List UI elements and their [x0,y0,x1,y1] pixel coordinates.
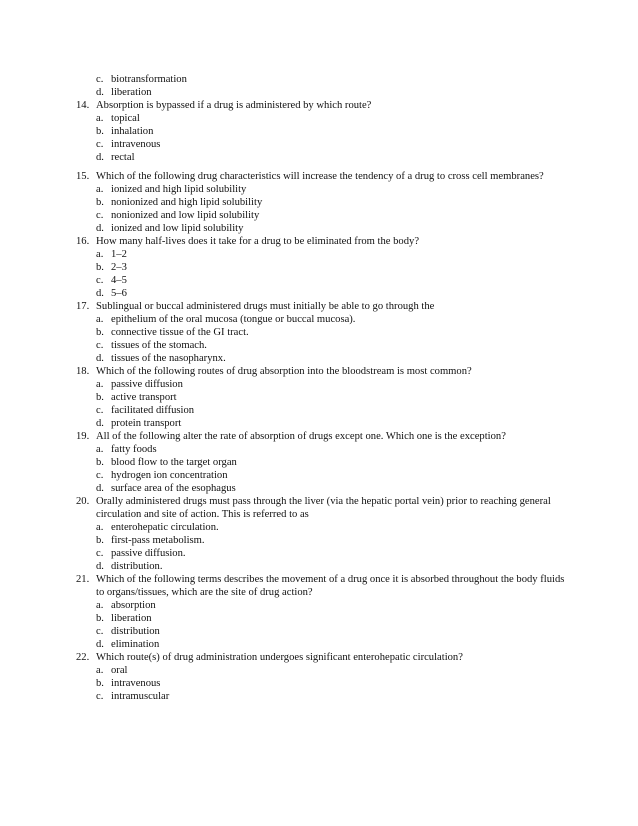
option-row [96,456,566,469]
option-row [96,73,566,86]
option-letter: b. [96,457,104,468]
option-text: inhalation [111,126,154,137]
question-stem [76,573,566,599]
option-letter: c. [96,691,104,702]
option-letter: d. [96,483,104,494]
option-letter: d. [96,152,104,163]
option-row [96,112,566,125]
question-number: 19. [76,431,90,442]
option-row [96,612,566,625]
option-row [96,183,566,196]
option-text: oral [111,665,128,676]
option-row [96,339,566,352]
option-row [96,209,566,222]
option-letter: b. [96,197,104,208]
option-row [96,261,566,274]
option-letter: a. [96,665,104,676]
option-row [96,482,566,495]
option-text: first-pass metabolism. [111,535,205,546]
question-19 [76,430,566,495]
question-number: 14. [76,100,90,111]
option-letter: c. [96,626,104,637]
option-letter: d. [96,418,104,429]
question-text: Which of the following terms describes the movement of a drug once it is absorbed throughout the body fluids to organs/tissues, which are the site of drug action? [96,574,565,598]
option-letter: d. [96,561,104,572]
option-row [96,521,566,534]
option-text: fatty foods [111,444,157,455]
option-text: enterohepatic circulation. [111,522,219,533]
question-22 [76,651,566,703]
question-list [76,73,566,703]
option-letter: b. [96,678,104,689]
option-letter: a. [96,522,104,533]
option-letter: b. [96,392,104,403]
question-text: Sublingual or buccal administered drugs must initially be able to go through the [96,301,435,312]
question-stem [76,300,566,313]
option-letter: c. [96,470,104,481]
question-number: 15. [76,171,90,182]
question-stem [76,365,566,378]
option-letter: b. [96,126,104,137]
option-text: liberation [111,87,152,98]
question-number: 21. [76,574,90,585]
option-row [96,86,566,99]
option-letter: c. [96,275,104,286]
question-stem [76,99,566,112]
question-number: 16. [76,236,90,247]
question-text: Which of the following routes of drug absorption into the bloodstream is most common? [96,366,472,377]
option-letter: c. [96,210,104,221]
option-letter: a. [96,600,104,611]
option-text: distribution. [111,561,163,572]
option-row [96,287,566,300]
option-row [96,196,566,209]
option-text: 5–6 [111,288,127,299]
option-row [96,391,566,404]
question-text: All of the following alter the rate of absorption of drugs except one. Which one is the exception? [96,431,506,442]
option-text: elimination [111,639,160,650]
option-text: passive diffusion [111,379,183,390]
option-letter: b. [96,327,104,338]
option-letter: a. [96,379,104,390]
option-letter: b. [96,262,104,273]
question-20 [76,495,566,573]
option-text: blood flow to the target organ [111,457,237,468]
option-text: facilitated diffusion [111,405,195,416]
option-text: rectal [111,152,135,163]
option-letter: a. [96,113,104,124]
question-text: How many half-lives does it take for a drug to be eliminated from the body? [96,236,420,247]
question-text: Which of the following drug characteristics will increase the tendency of a drug to cross cell membranes? [96,171,544,182]
question-17 [76,300,566,365]
option-letter: d. [96,288,104,299]
option-row [96,274,566,287]
option-letter: d. [96,87,104,98]
option-row [96,151,566,164]
question-number: 17. [76,301,90,312]
option-row [96,599,566,612]
question-text: Absorption is bypassed if a drug is administered by which route? [96,100,372,111]
option-text: 1–2 [111,249,127,260]
option-text: connective tissue of the GI tract. [111,327,249,338]
option-letter: d. [96,353,104,364]
continued-options [76,73,566,99]
option-text: active transport [111,392,177,403]
option-text: tissues of the nasopharynx. [111,353,226,364]
question-15 [76,170,566,235]
option-row [96,417,566,430]
question-stem [76,235,566,248]
option-text: tissues of the stomach. [111,340,207,351]
option-row [96,625,566,638]
option-letter: c. [96,405,104,416]
option-text: passive diffusion. [111,548,186,559]
question-stem [76,495,566,521]
option-letter: a. [96,184,104,195]
option-row [96,378,566,391]
option-letter: c. [96,139,104,150]
option-text: distribution [111,626,160,637]
option-row [96,534,566,547]
option-row [96,443,566,456]
option-text: biotransformation [111,74,187,85]
option-row [96,248,566,261]
option-row [96,677,566,690]
option-text: hydrogen ion concentration [111,470,228,481]
option-text: intravenous [111,139,161,150]
option-letter: c. [96,548,104,559]
option-letter: c. [96,74,104,85]
option-row [96,560,566,573]
option-text: ionized and high lipid solubility [111,184,247,195]
option-letter: d. [96,639,104,650]
option-letter: a. [96,249,104,260]
option-text: 2–3 [111,262,127,273]
option-letter: d. [96,223,104,234]
option-row [96,404,566,417]
option-row [96,138,566,151]
option-text: intravenous [111,678,161,689]
question-18 [76,365,566,430]
question-text: Which route(s) of drug administration undergoes significant enterohepatic circulation? [96,652,463,663]
question-16 [76,235,566,300]
question-stem [76,651,566,664]
option-row [96,326,566,339]
option-text: epithelium of the oral mucosa (tongue or buccal mucosa). [111,314,356,325]
option-text: 4–5 [111,275,127,286]
question-number: 20. [76,496,90,507]
option-text: liberation [111,613,152,624]
option-letter: b. [96,613,104,624]
option-text: ionized and low lipid solubility [111,223,244,234]
question-number: 22. [76,652,90,663]
option-text: surface area of the esophagus [111,483,236,494]
option-letter: a. [96,314,104,325]
option-row [96,664,566,677]
question-stem [76,430,566,443]
option-text: protein transport [111,418,182,429]
question-14 [76,99,566,164]
option-text: intramuscular [111,691,170,702]
question-number: 18. [76,366,90,377]
question-21 [76,573,566,651]
option-letter: a. [96,444,104,455]
question-text: Orally administered drugs must pass through the liver (via the hepatic portal vein) prior to reaching general circulation and site of action. This is referred to as [96,496,551,520]
option-text: nonionized and high lipid solubility [111,197,263,208]
option-row [96,690,566,703]
option-text: topical [111,113,140,124]
option-text: absorption [111,600,156,611]
question-stem [76,170,566,183]
option-letter: c. [96,340,104,351]
option-letter: b. [96,535,104,546]
option-row [96,222,566,235]
option-row [96,469,566,482]
option-row [96,125,566,138]
option-row [96,638,566,651]
option-row [96,547,566,560]
option-row [96,313,566,326]
option-text: nonionized and low lipid solubility [111,210,260,221]
option-row [96,352,566,365]
